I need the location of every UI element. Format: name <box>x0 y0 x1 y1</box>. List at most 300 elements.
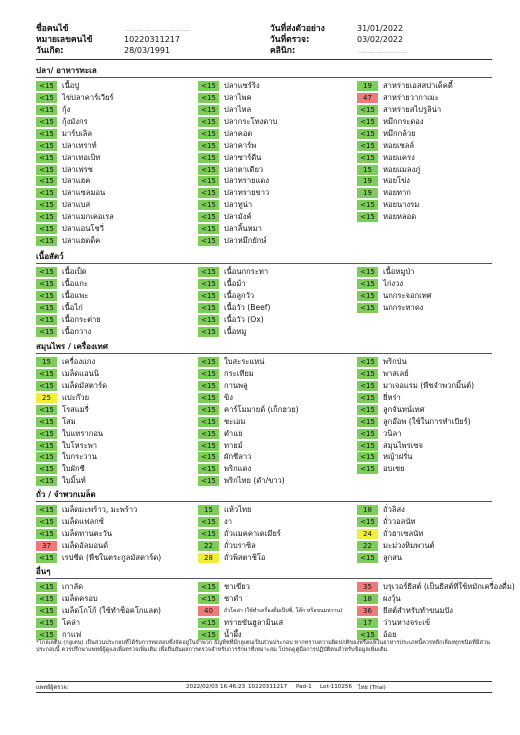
allergen-name: หมึกกล้วย <box>383 128 416 138</box>
allergen-name: เนื้อนกกระทา <box>224 266 269 276</box>
result-value-badge: <15 <box>357 630 378 640</box>
result-value-badge: <15 <box>36 188 57 198</box>
result-value-badge: <15 <box>198 129 219 139</box>
allergen-name: ถั่วโคล่า (ใช้ทำเครื่องดื่มเป๊ปซี่, โค๊ก หรือขนมหวาน) <box>224 607 343 614</box>
allergen-name: ทายม์ <box>224 440 243 450</box>
result-value-badge: <15 <box>198 393 219 403</box>
allergen-name: กระเทียม <box>224 368 254 378</box>
result-row <box>357 176 453 188</box>
result-value-badge: <15 <box>36 105 57 115</box>
result-value-badge: <15 <box>198 464 219 474</box>
allergen-name: เมล็ดมะพร้าว, มะพร้าว <box>62 504 138 514</box>
result-row <box>357 428 474 440</box>
allergen-name: สมุนไพรเซจ <box>383 440 423 450</box>
allergen-name: ปลามังค์ <box>224 212 252 222</box>
result-value-badge: <15 <box>198 141 219 151</box>
allergen-name: ไก่งวง <box>383 278 404 288</box>
result-value-badge: <15 <box>36 630 57 640</box>
dob-value: 28/03/1991 <box>124 46 171 55</box>
result-value-badge: <15 <box>198 81 219 91</box>
allergen-name: ทรายขันฮูลามินเส <box>224 617 284 627</box>
result-row <box>36 452 107 464</box>
result-column <box>36 266 101 338</box>
allergen-name: ใบผักชี <box>62 464 85 474</box>
result-value-badge: <15 <box>198 291 219 301</box>
result-row <box>357 629 515 641</box>
result-value-badge: <15 <box>198 529 219 539</box>
result-value-badge: <15 <box>198 369 219 379</box>
result-value-badge: <15 <box>357 405 378 415</box>
footer-hn: 10220311217 <box>248 684 288 690</box>
result-row <box>198 416 299 428</box>
patient-name-label: ชื่อคนไข้ <box>36 24 69 34</box>
result-row <box>198 581 342 593</box>
result-row <box>357 211 453 223</box>
result-value-badge: 17 <box>357 618 378 628</box>
result-row <box>36 392 107 404</box>
allergen-name: ยีสต์สำหรับทำขนมปัง <box>383 605 454 615</box>
result-row <box>36 176 114 188</box>
allergen-name: เมล็ดแฟลกซ์ <box>62 516 104 526</box>
allergen-name: ลูกอ๊อพ (ใช้ในการทำเบียร์) <box>383 416 471 426</box>
result-value-badge: <15 <box>36 618 57 628</box>
allergen-name: กานพลู <box>224 380 248 390</box>
result-row <box>357 266 432 278</box>
allergen-name: เนื้อไก่ <box>62 302 83 312</box>
allergen-name: ปลาคาร์พ <box>224 140 257 150</box>
allergen-name: เกาลัด <box>62 581 84 591</box>
allergen-name: เนื้อปู <box>62 80 80 90</box>
result-value-badge: <15 <box>36 117 57 127</box>
result-value-badge: <15 <box>357 417 378 427</box>
allergen-name: หอยนางรม <box>383 200 420 210</box>
allergen-name: ถั่วลิสง <box>383 504 405 514</box>
allergen-name: หอยแครง <box>383 152 415 162</box>
allergen-name: บรุเวอร์ยีสต์ (เป็นยีสต์ที่ใช้หมักเครื่องดื่ม) <box>383 581 515 591</box>
result-value-badge: <15 <box>357 279 378 289</box>
result-value-badge: 40 <box>198 606 219 616</box>
section-3 <box>36 489 492 562</box>
allergen-name: หมึกกระดอง <box>383 116 424 126</box>
result-value-badge: <15 <box>198 594 219 604</box>
result-value-badge: <15 <box>357 117 378 127</box>
result-row <box>198 428 299 440</box>
result-row <box>36 380 107 392</box>
result-value-badge: 24 <box>357 529 378 539</box>
result-value-badge: <15 <box>36 303 57 313</box>
result-row <box>357 356 474 368</box>
result-row <box>36 140 114 152</box>
allergen-name: ใบมิ้นท์ <box>62 476 86 486</box>
result-value-badge: <15 <box>357 441 378 451</box>
result-value-badge: <15 <box>357 153 378 163</box>
test-date-value: 03/02/2022 <box>357 35 404 44</box>
result-row <box>198 176 277 188</box>
result-row <box>198 605 342 617</box>
result-column <box>198 581 342 641</box>
result-value-badge: <15 <box>357 369 378 379</box>
allergen-name: ปลาคอด <box>224 128 253 138</box>
allergen-name: มาร์บเลิล <box>62 128 93 138</box>
result-row <box>357 187 453 199</box>
result-row <box>198 235 277 247</box>
section-title: ปลา/ อาหารทะเล <box>36 66 97 75</box>
result-value-badge: <15 <box>198 582 219 592</box>
footer-divider <box>36 681 492 682</box>
result-value-badge: <15 <box>198 176 219 186</box>
allergen-name: ปลาแซร์ริง <box>224 80 260 90</box>
allergen-name: ถั่วแมคคาเดเมียร์ <box>224 528 281 538</box>
allergen-name: โสม <box>62 416 76 426</box>
section-title: เนื้อสัตว์ <box>36 252 64 261</box>
result-row <box>198 128 277 140</box>
sample-date-label: วันที่ส่งตัวอย่าง <box>270 24 325 34</box>
allergen-name: โรสแมรี่ <box>62 404 89 414</box>
allergen-name: เมล็ดแอนนิ <box>62 368 100 378</box>
allergen-name: ว่านหางจระเข้ <box>383 617 431 627</box>
result-value-badge: <15 <box>357 393 378 403</box>
allergen-name: กุ้ง <box>62 104 71 114</box>
result-row <box>357 392 474 404</box>
result-row <box>36 290 101 302</box>
result-row <box>36 356 107 368</box>
result-value-badge: <15 <box>36 212 57 222</box>
allergen-name: ชะเอม <box>224 416 246 426</box>
clinic-label: คลินิก: <box>270 46 296 56</box>
result-row <box>198 80 277 92</box>
result-row <box>36 104 114 116</box>
result-value-badge: <15 <box>198 188 219 198</box>
allergen-name: กุ้งมังกร <box>62 116 88 126</box>
result-value-badge: <15 <box>357 141 378 151</box>
allergen-name: ชาดำ <box>224 593 243 603</box>
result-row <box>198 593 342 605</box>
allergen-name: ปลาแฮค <box>62 176 91 186</box>
patient-hn-label: หมายเลขคนไข้ <box>36 35 93 45</box>
result-value-badge: <15 <box>357 381 378 391</box>
allergen-name: เนื้อลูกวัว <box>224 290 255 300</box>
result-row <box>36 528 161 540</box>
result-value-badge: <15 <box>36 517 57 527</box>
footer-page: Pad-1 <box>296 684 312 690</box>
allergen-name: ปลาตาเดียว <box>224 164 264 174</box>
result-row <box>36 302 101 314</box>
section-title: ถั่ว / จำพวกเมล็ด <box>36 490 96 499</box>
allergen-name: อ้อย <box>383 629 397 639</box>
result-row <box>198 187 277 199</box>
result-value-badge: <15 <box>198 452 219 462</box>
allergen-name: หอยโข่ง <box>383 176 410 186</box>
result-column <box>36 80 114 247</box>
result-row <box>357 540 434 552</box>
result-value-badge: <15 <box>198 200 219 210</box>
section-2 <box>36 341 492 486</box>
result-row <box>36 593 161 605</box>
result-value-badge: <15 <box>36 176 57 186</box>
allergen-name: ยี่หร่า <box>383 392 401 402</box>
result-value-badge: <15 <box>36 291 57 301</box>
allergen-name: ถั่ววอลนัท <box>383 516 416 526</box>
result-row <box>198 92 277 104</box>
footer-bar <box>36 684 492 692</box>
allergen-name: ใบแทรากอน <box>62 428 104 438</box>
result-value-badge: <15 <box>198 303 219 313</box>
result-value-badge: <15 <box>198 153 219 163</box>
result-row <box>357 605 515 617</box>
result-value-badge: <15 <box>36 606 57 616</box>
allergen-name: หอยแมลงภู่ <box>383 164 421 174</box>
result-row <box>357 302 432 314</box>
allergen-name: ถั่วบราซิล <box>224 540 256 550</box>
result-value-badge: <15 <box>36 476 57 486</box>
result-value-badge: <15 <box>36 165 57 175</box>
result-row <box>36 416 107 428</box>
result-value-badge: 18 <box>357 505 378 515</box>
result-row <box>357 416 474 428</box>
result-row <box>198 452 299 464</box>
result-row <box>357 152 453 164</box>
result-row <box>357 368 474 380</box>
allergen-name: เนื้อกวาง <box>62 326 92 336</box>
allergen-name: หอยหลอด <box>383 212 417 222</box>
result-row <box>357 581 515 593</box>
result-row <box>357 92 453 104</box>
result-value-badge: 36 <box>357 606 378 616</box>
result-value-badge: <15 <box>198 93 219 103</box>
allergen-name: นกกระทาดง <box>383 302 424 312</box>
allergen-name: มะม่วงหิมพานต์ <box>383 540 435 550</box>
result-row <box>198 302 270 314</box>
result-value-badge: <15 <box>198 429 219 439</box>
result-row <box>198 552 281 564</box>
result-row <box>36 581 161 593</box>
allergen-name: กาแฟ <box>62 629 82 639</box>
allergen-name: เนื้อม้า <box>224 278 246 288</box>
allergen-name: พาสเลย์ <box>383 368 409 378</box>
result-value-badge: <15 <box>36 279 57 289</box>
result-row <box>357 440 474 452</box>
result-value-badge: <15 <box>36 224 57 234</box>
result-row <box>198 211 277 223</box>
allergen-name: ปลาแฮดด็ค <box>62 236 101 246</box>
allergen-name: เนื้อแพะ <box>62 290 89 300</box>
result-column <box>357 80 453 223</box>
allergen-name: ปลาเทราท์ <box>62 140 97 150</box>
result-row <box>36 368 107 380</box>
footer-timestamp: 2022/02/03 16:46:23 <box>186 684 246 690</box>
result-value-badge: <15 <box>198 405 219 415</box>
result-value-badge: <15 <box>36 369 57 379</box>
allergen-name: ปลาลิ้นหมา <box>224 224 262 234</box>
result-value-badge: <15 <box>198 381 219 391</box>
allergen-name: แห้วไทย <box>224 504 252 514</box>
allergen-name: ตำแย <box>224 428 243 438</box>
allergen-name: ปลาหมึกยักษ์ <box>224 236 267 246</box>
footer-note: *โกลเลติน (กลูเตน) เป็นส่วนประกอบที่ได้รับการทดสอบซึ่งจัดอยู่ในจำพวก ธัญพืชที่มีกลูเตนเป็นส่วนประกอบ หากทราบความผิดปกติของหรือแพ้ในอาหารประเภทนี้ควรหลีกเลี่ยงทุกชนิดที่มีส่วนประกอบนี้ ควรปรึกษาแพทย์ผู้ดูแลเพื่อตรวจเพิ่มเติม เพื่อยืนยันผลการตรวจสำหรับการรักษาที่เหมาะสม โปรดดูคู่มือการปฏิบัติตนสำหรับข้อมูลเพิ่มเติม <box>36 640 490 654</box>
result-row <box>198 392 299 404</box>
allergen-name: เมล็ดโกโก้ (ใช้ทำช็อคโกแลต) <box>62 605 161 615</box>
section-4 <box>36 566 515 639</box>
allergen-name: เนื้อแกะ <box>62 278 88 288</box>
result-row <box>198 463 299 475</box>
allergen-name: พริกไทย (ดำ/ขาว) <box>224 476 285 486</box>
section-title: อื่นๆ <box>36 567 51 576</box>
allergen-name: ปลาทรายขาว <box>224 188 270 198</box>
result-row <box>36 516 161 528</box>
allergen-name: ปลาทูน่า <box>224 200 253 210</box>
result-value-badge: 19 <box>357 81 378 91</box>
result-value-badge: <15 <box>357 357 378 367</box>
allergen-name: นกกระจอกเทศ <box>383 290 432 300</box>
result-row <box>357 528 434 540</box>
allergen-name: เมล็ดครอบ <box>62 593 98 603</box>
result-value-badge: <15 <box>36 93 57 103</box>
result-value-badge: <15 <box>36 81 57 91</box>
result-value-badge: <15 <box>357 517 378 527</box>
result-row <box>198 164 277 176</box>
result-row <box>36 199 114 211</box>
result-value-badge: <15 <box>36 464 57 474</box>
result-value-badge: 47 <box>357 93 378 103</box>
result-value-badge: <15 <box>198 618 219 628</box>
result-row <box>357 164 453 176</box>
result-row <box>36 128 114 140</box>
result-row <box>198 326 270 338</box>
section-divider <box>36 77 492 78</box>
result-row <box>198 368 299 380</box>
result-value-badge: <15 <box>36 141 57 151</box>
result-value-badge: <15 <box>198 517 219 527</box>
patient-hn-value: 10220311217 <box>124 35 180 44</box>
allergen-name: สาหร่ายสไปรูลิน่า <box>383 104 442 114</box>
allergen-name: ชาเขียว <box>224 581 250 591</box>
result-row <box>36 326 101 338</box>
allergen-name: ลูกสน <box>383 552 403 562</box>
allergen-name: พริกป่น <box>383 356 407 366</box>
result-value-badge: <15 <box>357 553 378 563</box>
result-row <box>198 356 299 368</box>
allergen-name: เนื้อเป็ด <box>62 266 87 276</box>
result-value-badge: <15 <box>36 153 57 163</box>
result-row <box>198 152 277 164</box>
result-row <box>198 440 299 452</box>
allergen-name: เนื้อวัว (Ox) <box>224 314 264 324</box>
result-row <box>36 617 161 629</box>
allergen-name: วนิลา <box>383 428 402 438</box>
result-row <box>198 116 277 128</box>
allergen-name: เมล็ดทานตะวัน <box>62 528 113 538</box>
result-value-badge: <15 <box>357 429 378 439</box>
allergen-name: พริกแดง <box>224 464 252 474</box>
result-value-badge: <15 <box>36 529 57 539</box>
allergen-name: คาร์โมมายด์ (เก็กฮวย) <box>224 404 299 414</box>
result-row <box>36 504 161 516</box>
result-row <box>357 404 474 416</box>
result-row <box>198 278 270 290</box>
result-row <box>357 463 474 475</box>
section-divider <box>36 353 492 354</box>
allergen-name: หอยทาก <box>383 188 411 198</box>
result-value-badge: <15 <box>36 452 57 462</box>
result-value-badge: <15 <box>357 267 378 277</box>
allergen-name: ผักชีลาว <box>224 452 252 462</box>
result-row <box>198 404 299 416</box>
result-row <box>36 629 161 641</box>
result-row <box>357 552 434 564</box>
allergen-name: หอยเชลล์ <box>383 140 415 150</box>
result-value-badge: <15 <box>36 417 57 427</box>
allergen-name: สาหร่ายวากาเมะ <box>383 92 439 102</box>
result-value-badge: <15 <box>198 476 219 486</box>
allergen-name: ปลาแซลมอน <box>62 188 106 198</box>
result-value-badge: <15 <box>36 441 57 451</box>
result-value-badge: <15 <box>357 452 378 462</box>
result-row <box>357 290 432 302</box>
result-row <box>198 314 270 326</box>
result-value-badge: <15 <box>36 505 57 515</box>
result-value-badge: <15 <box>198 236 219 246</box>
allergen-name: ปลาไหล <box>224 104 252 114</box>
allergen-name: เนื้อหมู <box>224 326 247 336</box>
result-row <box>198 380 299 392</box>
result-value-badge: 15 <box>36 357 57 367</box>
allergen-name: ปลาทรายแดง <box>224 176 270 186</box>
result-value-badge: <15 <box>357 129 378 139</box>
allergen-name: เมล็ดมัสตาร์ด <box>62 380 108 390</box>
result-column <box>198 80 277 247</box>
result-value-badge: <15 <box>36 594 57 604</box>
result-value-badge: 37 <box>36 541 57 551</box>
section-0 <box>36 65 492 246</box>
result-value-badge: <15 <box>198 315 219 325</box>
result-value-badge: 18 <box>357 594 378 604</box>
allergen-name: มาเจอแรม (พืชจำพวกมิ้นต์) <box>383 380 475 390</box>
result-value-badge: 15 <box>198 505 219 515</box>
result-row <box>36 80 114 92</box>
allergen-name: ขิง <box>224 392 233 402</box>
result-row <box>198 528 281 540</box>
allergen-name: เรปซีด (พืชในตระกูลมัสตาร์ด) <box>62 552 162 562</box>
result-value-badge: <15 <box>198 105 219 115</box>
allergen-name: เนื้อวัว (Beef) <box>224 302 271 312</box>
result-column <box>357 504 434 564</box>
sample-date-value: 31/01/2022 <box>357 24 404 33</box>
result-value-badge: <15 <box>198 224 219 234</box>
allergen-name: โคล่า <box>62 617 81 627</box>
result-row <box>357 80 453 92</box>
result-column <box>198 266 270 338</box>
result-column <box>198 504 281 564</box>
patient-name-value: ................................ <box>124 24 190 33</box>
result-value-badge: <15 <box>357 105 378 115</box>
result-row <box>198 199 277 211</box>
allergen-name: อบเชย <box>383 464 405 474</box>
result-row <box>198 104 277 116</box>
test-date-label: วันที่ตรวจ: <box>270 35 310 45</box>
result-value-badge: 35 <box>357 582 378 592</box>
allergen-name: ปลาแบส <box>62 200 91 210</box>
doctor-label: แพทย์ผู้ตรวจ: <box>36 685 69 691</box>
section-divider <box>36 578 492 579</box>
allergen-name: ใบโหระพา <box>62 440 98 450</box>
result-value-badge: <15 <box>198 630 219 640</box>
result-value-badge: <15 <box>198 267 219 277</box>
allergen-name: เนื้อหมูป่า <box>383 266 415 276</box>
result-value-badge: <15 <box>36 381 57 391</box>
result-value-badge: 15 <box>357 165 378 175</box>
result-row <box>198 475 299 487</box>
result-column <box>36 356 107 487</box>
